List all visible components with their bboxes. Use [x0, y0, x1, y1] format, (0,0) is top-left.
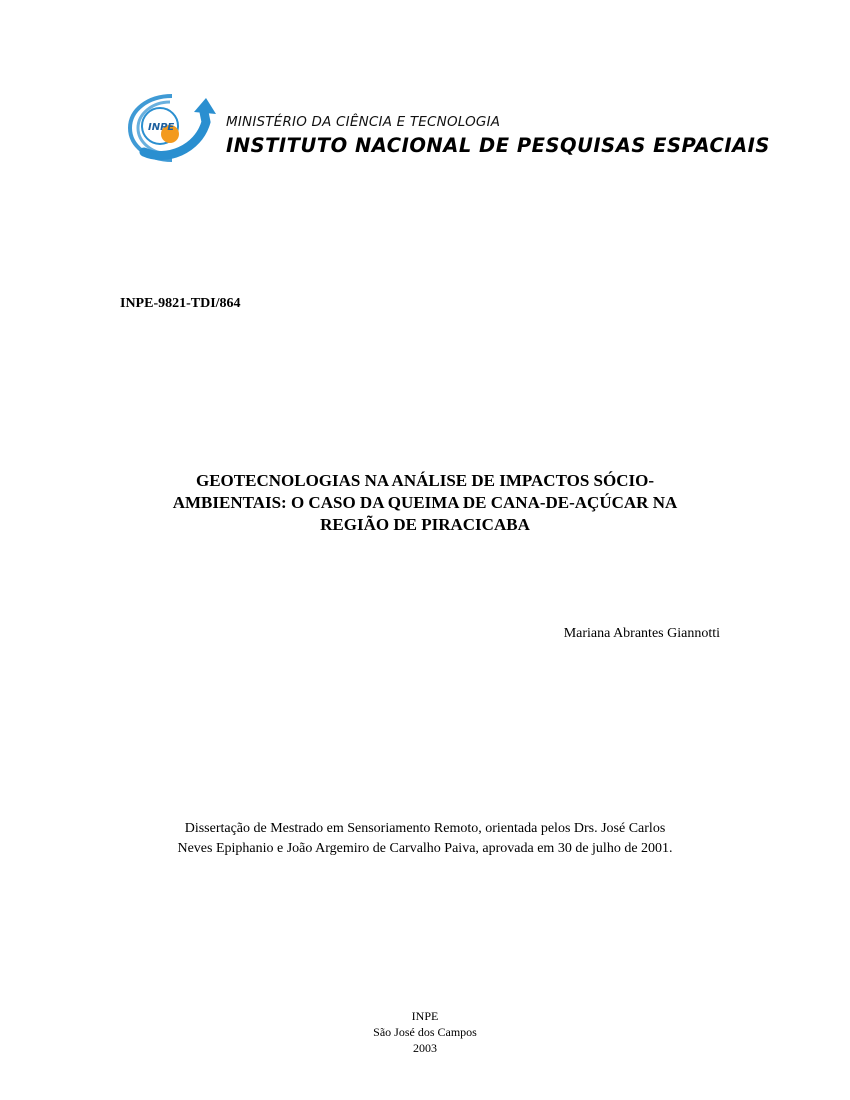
note-line: Dissertação de Mestrado em Sensoriamento Remoto, orientada pelos Drs. José Carlos	[184, 821, 666, 836]
footer-year: 2003	[413, 1041, 437, 1055]
dissertation-note	[60, 819, 790, 859]
report-id: INPE-9821-TDI/864	[120, 296, 241, 311]
ministry-name: MINISTÉRIO DA CIÊNCIA E TECNOLOGIA	[226, 114, 501, 130]
publication-footer	[300, 1008, 550, 1056]
institution-header	[126, 92, 770, 167]
institute-name: INSTITUTO NACIONAL DE PESQUISAS ESPACIAIS	[226, 134, 770, 157]
inpe-logo	[126, 92, 218, 164]
author-name: Mariana Abrantes Giannotti	[563, 626, 720, 641]
thesis-title	[100, 470, 750, 536]
title-line: GEOTECNOLOGIAS NA ANÁLISE DE IMPACTOS SÓCIO-	[196, 471, 654, 490]
title-line: REGIÃO DE PIRACICABA	[320, 515, 530, 534]
footer-city: São José dos Campos	[373, 1025, 477, 1039]
note-line: Neves Epiphanio e João Argemiro de Carvalho Paiva, aprovada em 30 de julho de 2001.	[177, 841, 673, 856]
logo-text: INPE	[148, 122, 175, 133]
title-line: AMBIENTAIS: O CASO DA QUEIMA DE CANA-DE-AÇÚCAR NA	[172, 493, 678, 512]
footer-institution: INPE	[411, 1009, 439, 1023]
